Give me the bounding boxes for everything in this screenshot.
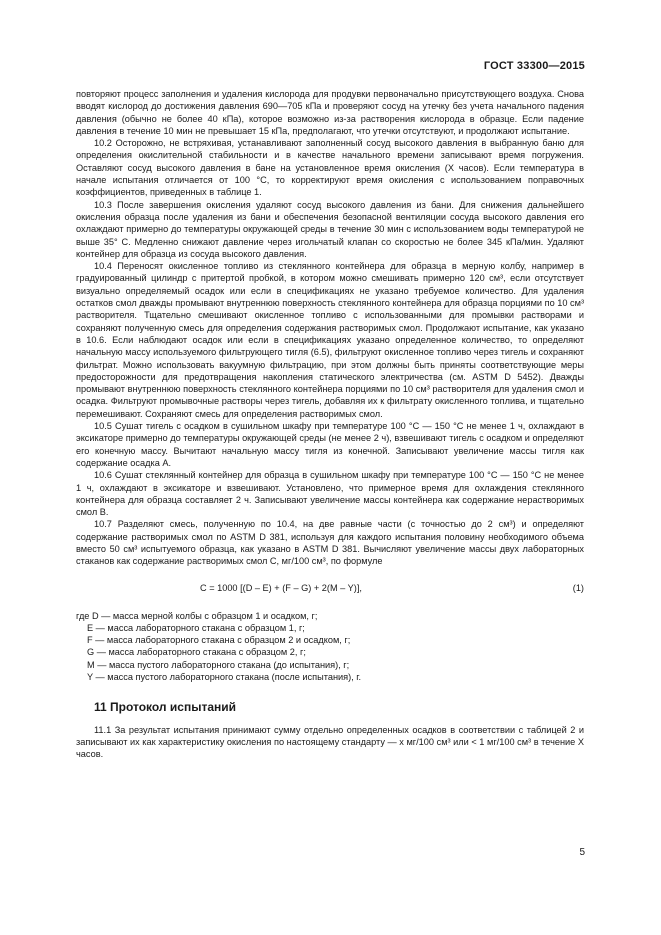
formula-1 xyxy=(76,582,584,596)
standard-header: ГОСТ 33300—2015 xyxy=(483,60,585,72)
formula-number: (1) xyxy=(572,582,584,593)
section-heading: 11 Протокол испытаний xyxy=(94,700,236,715)
legend-first-line: где D — масса мерной колбы с образцом 1 и осадком, г; xyxy=(76,610,318,621)
paragraph-10-4: 10.4 Переносят окисленное топливо из стеклянного контейнера для образца в мерную колбу, например в градуированный цилиндр с притертой пробкой, в котором можно смешивать примерно 120 см³, если отсутствует визуально определяемый осадок или если в спецификациях не указано требуемое количество. Для удаления остатков смол дважды промывают внутреннюю поверхность стеклянного контейнера для образца порциями по 10 см³ растворителя. Тщательно смешивают окисленное топливо с использованными для промывки растворами и сохраняют полученную смесь для определения содержания растворимых смол. Продолжают испытание, как указано в 10.6. Если наблюдают осадок или если в спецификациях указано определенное количество, то определяют начальную массу используемого фильтрующего тигля (6.5), фильтруют окисленное топливо через тигель и сохраняют фильтрат. Можно использовать вакуумную фильтрацию, при этом должны быть приняты соответствующие меры предосторожности для предотвращения накопления статического электричества (см. ASTM D 5452). Дважды промывают внутреннюю поверхность стеклянного контейнера порциями по 10 см³ растворителя для удаления смол и осадка. Фильтруют промывочные растворы через тигель, добавляя их к фильтрату окисленного топлива, и тщательно перемешивают. Сохраняют смесь для определения растворимых смол. xyxy=(76,261,584,419)
legend-item: Y — масса пустого лабораторного стакана (после испытания), г. xyxy=(87,672,362,683)
legend-item: F — масса лабораторного стакана с образцом 2 и осадком, г; xyxy=(87,635,351,646)
paragraph-11-1: 11.1 За результат испытания принимают сумму отдельно определенных осадков в соответствии с таблицей 2 и записывают их как характеристику окисления по настоящему стандарту — х мг/100 см³ или < 1 мг/100 см³ в течение Х часов. xyxy=(76,724,584,760)
formula-expression: C = 1000 [(D – E) + (F – G) + 2(M – Y)], xyxy=(200,582,362,593)
legend-item: G — масса лабораторного стакана с образцом 2, г; xyxy=(87,647,306,658)
paragraph-10-7: 10.7 Разделяют смесь, полученную по 10.4, на две равные части (с точностью до 2 см³) и определяют содержание растворимых смол по ASTM D 381, используя для каждого испытания половину необходимого объема вместо 50 см³ испытуемого образца, как указано в ASTM D 381. Вычисляют увеличение массы двух лабораторных стаканов как содержание растворимых смол С, мг/100 см³, по формуле xyxy=(76,519,584,567)
document-body xyxy=(76,88,584,761)
paragraph-10-2: 10.2 Осторожно, не встряхивая, устанавливают заполненный сосуд высокого давления в выбранную баню для определения окислительной стабильности и в качестве начального времени записывают время погружения. Оставляют сосуд высокого давления в бане на установленное время окисления (X часов). Если температура в начале испытания отличается от 100 °С, то корректируют время окисления с использованием поправочных коэффициентов, приведенных в таблице 1. xyxy=(76,138,584,198)
paragraph-continuation: повторяют процесс заполнения и удаления кислорода для продувки первоначально присутствующего воздуха. Снова вводят кислород до достижения давления 690—705 кПа и проверяют сосуд на утечку без учета начального падения давления (обычно не более 40 кПа), которое возможно из-за растворения кислорода в образце. Если падение давления в течение 10 мин не превышает 15 кПа, предполагают, что утечки отсутствуют, и продолжают испытание. xyxy=(76,89,584,136)
paragraph-10-5: 10.5 Сушат тигель с осадком в сушильном шкафу при температуре 100 °С — 150 °С не менее 1 ч, охлаждают в эксикаторе примерно до температуры окружающей среды (не менее 2 ч), взвешивают тигель с осадком и определяют его конечную массу. Вычитают начальную массу тигля из конечной. Записывают увеличение массы тигля как содержание осадка А. xyxy=(76,421,584,468)
page-number: 5 xyxy=(579,847,585,858)
legend-item: M — масса пустого лабораторного стакана (до испытания), г; xyxy=(87,659,350,670)
paragraph-10-3: 10.3 После завершения окисления удаляют сосуд высокого давления из бани. Для снижения дальнейшего окисления образца после удаления из бани и обеспечения безопасной вентиляции сосуда высокого давления его охлаждают примерно до температуры окружающей среды в течение 30 мин с использованием воды температурой не выше 35° С. Медленно снижают давление через игольчатый клапан со скоростью не более 345 кПа/мин. Удаляют контейнер для образца из сосуда высокого давления. xyxy=(76,199,584,259)
legend-item: E — масса лабораторного стакана с образцом 1, г; xyxy=(87,622,305,633)
paragraph-10-6: 10.6 Сушат стеклянный контейнер для образца в сушильном шкафу при температуре 100 °С — 150 °С не менее 1 ч, охлаждают в эксикаторе и взвешивают. Установлено, что примерное время для охлаждения стеклянного контейнера для образца составляет 2 ч. Записывают увеличение массы контейнера как содержание нерастворимых смол В. xyxy=(76,470,584,518)
